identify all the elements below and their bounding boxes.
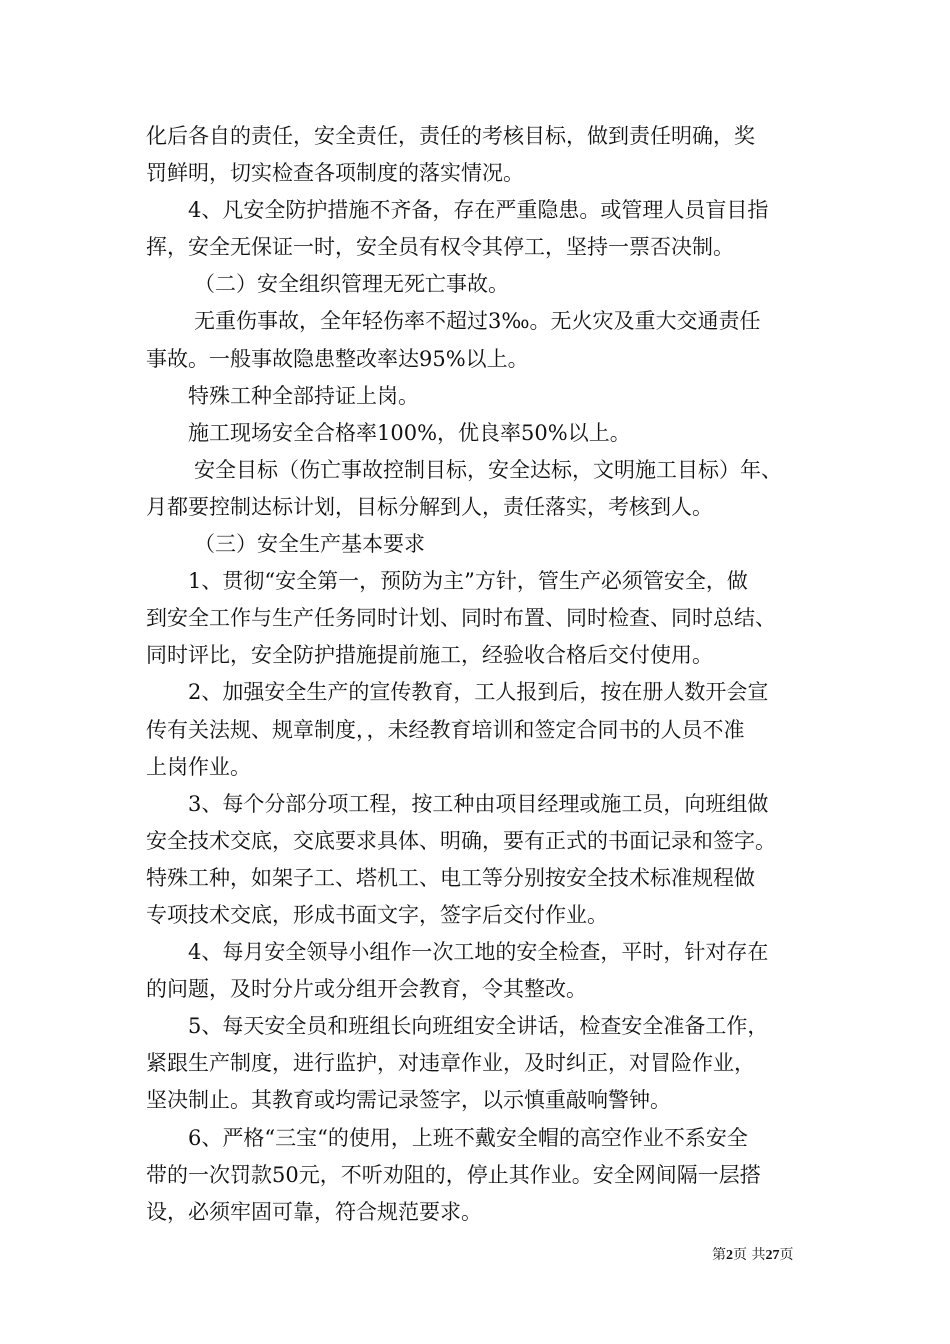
- text-line: 月都要控制达标计划，目标分解到人，责任落实，考核到人。: [146, 494, 713, 519]
- footer-suffix: 页: [779, 1247, 794, 1263]
- body-text: [146, 118, 810, 1231]
- text-line: 无重伤事故，全年轻伤率不超过3‰。无火灾及重大交通责任: [194, 309, 761, 334]
- text-line: 特殊工种，如架子工、塔机工、电工等分别按安全技术标准规程做: [146, 865, 755, 890]
- text-line: 化后各自的责任，安全责任，责任的考核目标，做到责任明确，奖: [146, 124, 755, 148]
- current-page-number: 2: [726, 1248, 733, 1263]
- text-line: 同时评比，安全防护措施提前施工，经验收合格后交付使用。: [146, 643, 713, 668]
- text-line: 事故。一般事故隐患整改率达95%以上。: [146, 346, 529, 371]
- text-line: 5、每天安全员和班组长向班组安全讲话，检查安全准备工作，: [188, 1014, 769, 1039]
- text-line: 坚决制止。其教育或均需记录签字，以示慎重敲响警钟。: [146, 1088, 671, 1113]
- text-line: 的问题，及时分片或分组开会教育，令其整改。: [146, 977, 587, 1002]
- text-line: 4、每月安全领导小组作一次工地的安全检查，平时，针对存在: [188, 940, 769, 965]
- text-line: 罚鲜明，切实检查各项制度的落实情况。: [146, 161, 524, 186]
- text-line: 施工现场安全合格率100%，优良率50%以上。: [188, 420, 631, 445]
- text-line: 上岗作业。: [146, 754, 251, 779]
- text-line: 2、加强安全生产的宣传教育，工人报到后，按在册人数开会宣: [188, 680, 769, 705]
- text-line: 1、贯彻“安全第一，预防为主”方针，管生产必须管安全，做: [188, 569, 748, 594]
- text-line: 专项技术交底，形成书面文字，签字后交付作业。: [146, 902, 608, 927]
- footer-prefix: 第: [712, 1247, 726, 1263]
- total-page-count: 27: [765, 1248, 780, 1263]
- page-footer: [712, 1245, 793, 1266]
- text-line: 挥，安全无保证一时，安全员有权令其停工，坚持一票否决制。: [146, 235, 734, 260]
- text-line: 紧跟生产制度，进行监护，对违章作业，及时纠正，对冒险作业，: [146, 1051, 755, 1076]
- text-line: 带的一次罚款50元，不听劝阻的，停止其作业。安全网间隔一层搭: [146, 1162, 761, 1187]
- text-line: 3、每个分部分项工程，按工种由项目经理或施工员，向班组做: [188, 791, 769, 816]
- footer-middle: 页 共: [733, 1247, 766, 1263]
- text-line: 传有关法规、规章制度，，未经教育培训和签定合同书的人员不准: [146, 717, 745, 742]
- text-line: 4、凡安全防护措施不齐备，存在严重隐患。或管理人员盲目指: [188, 198, 769, 223]
- section-heading: （二）安全组织管理无死亡事故。: [194, 272, 509, 297]
- text-line: 到安全工作与生产任务同时计划、同时布置、同时检查、同时总结、: [146, 606, 776, 631]
- text-line: 安全技术交底，交底要求具体、明确，要有正式的书面记录和签字。: [146, 828, 776, 853]
- text-line: 设，必须牢固可靠，符合规范要求。: [146, 1199, 482, 1224]
- text-line: 特殊工种全部持证上岗。: [188, 383, 419, 408]
- text-line: 6、严格“三宝“的使用，上班不戴安全帽的高空作业不系安全: [188, 1125, 748, 1150]
- section-heading: （三）安全生产基本要求: [194, 532, 425, 557]
- text-line: 安全目标（伤亡事故控制目标，安全达标，文明施工目标）年、: [194, 457, 782, 482]
